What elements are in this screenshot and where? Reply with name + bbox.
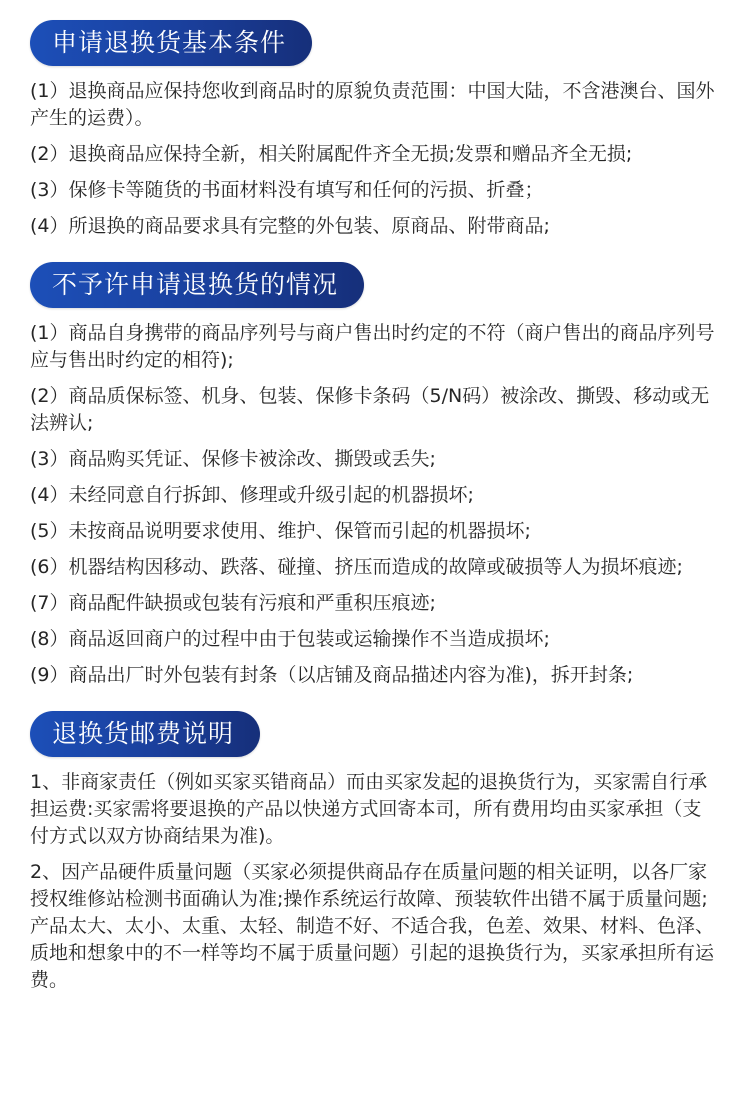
list-item: (3）商品购买凭证、保修卡被涂改、撕毁或丢失; — [30, 448, 436, 470]
list-item: (2）商品质保标签、机身、包装、保修卡条码（5/N码）被涂改、撕毁、移动或无法辨认; — [30, 385, 710, 434]
list-item: (6）机器结构因移动、跌落、碰撞、挤压而造成的故障或破损等人为损坏痕迹; — [30, 556, 683, 578]
condition-list — [30, 78, 720, 240]
exclusion-list — [30, 320, 720, 689]
section-not-allowed — [30, 262, 720, 689]
shipping-list — [30, 769, 720, 994]
list-item: (3）保修卡等随货的书面材料没有填写和任何的污损、折叠； — [30, 179, 544, 201]
list-item: (7）商品配件缺损或包装有污痕和严重积压痕迹; — [30, 592, 436, 614]
list-item: (1）退换商品应保持您收到商品时的原貌负责范围：中国大陆，不含港澳台、国外产生的运费）。 — [30, 80, 715, 129]
list-item: (8）商品返回商户的过程中由于包装或运输操作不当造成损坏; — [30, 628, 550, 650]
section-basic-conditions — [30, 20, 720, 240]
list-item: (9）商品出厂时外包装有封条（以店铺及商品描述内容为准)，拆开封条; — [30, 664, 634, 686]
section-title: 不予许申请退换货的情况 — [30, 262, 364, 308]
list-item: (2）退换商品应保持全新，相关附属配件齐全无损;发票和赠品齐全无损; — [30, 143, 633, 165]
list-item: 2、因产品硬件质量问题（买家必须提供商品存在质量问题的相关证明，以各厂家授权维修站检测书面确认为准;操作系统运行故障、预装软件出错不属于质量问题;产品太大、太小、太重、太轻、制造不好、不适合我，色差、效果、材料、色泽、质地和想象中的不一样等均不属于质量问题）引起的退换货行为，买家承担所有运费。 — [30, 861, 715, 991]
list-item: (5）未按商品说明要求使用、维护、保管而引起的机器损坏; — [30, 520, 531, 542]
section-title: 退换货邮费说明 — [30, 711, 260, 757]
section-title: 申请退换货基本条件 — [30, 20, 312, 66]
section-shipping-fees — [30, 711, 720, 994]
list-item: (4）所退换的商品要求具有完整的外包装、原商品、附带商品; — [30, 215, 550, 237]
list-item: (4）未经同意自行拆卸、修理或升级引起的机器损坏; — [30, 484, 474, 506]
list-item: (1）商品自身携带的商品序列号与商户售出时约定的不符（商户售出的商品序列号应与售出时约定的相符); — [30, 322, 715, 371]
list-item: 1、非商家责任（例如买家买错商品）而由买家发起的退换货行为，买家需自行承担运费:买家需将要退换的产品以快递方式回寄本司，所有费用均由买家承担（支付方式以双方协商结果为准)。 — [30, 771, 708, 847]
